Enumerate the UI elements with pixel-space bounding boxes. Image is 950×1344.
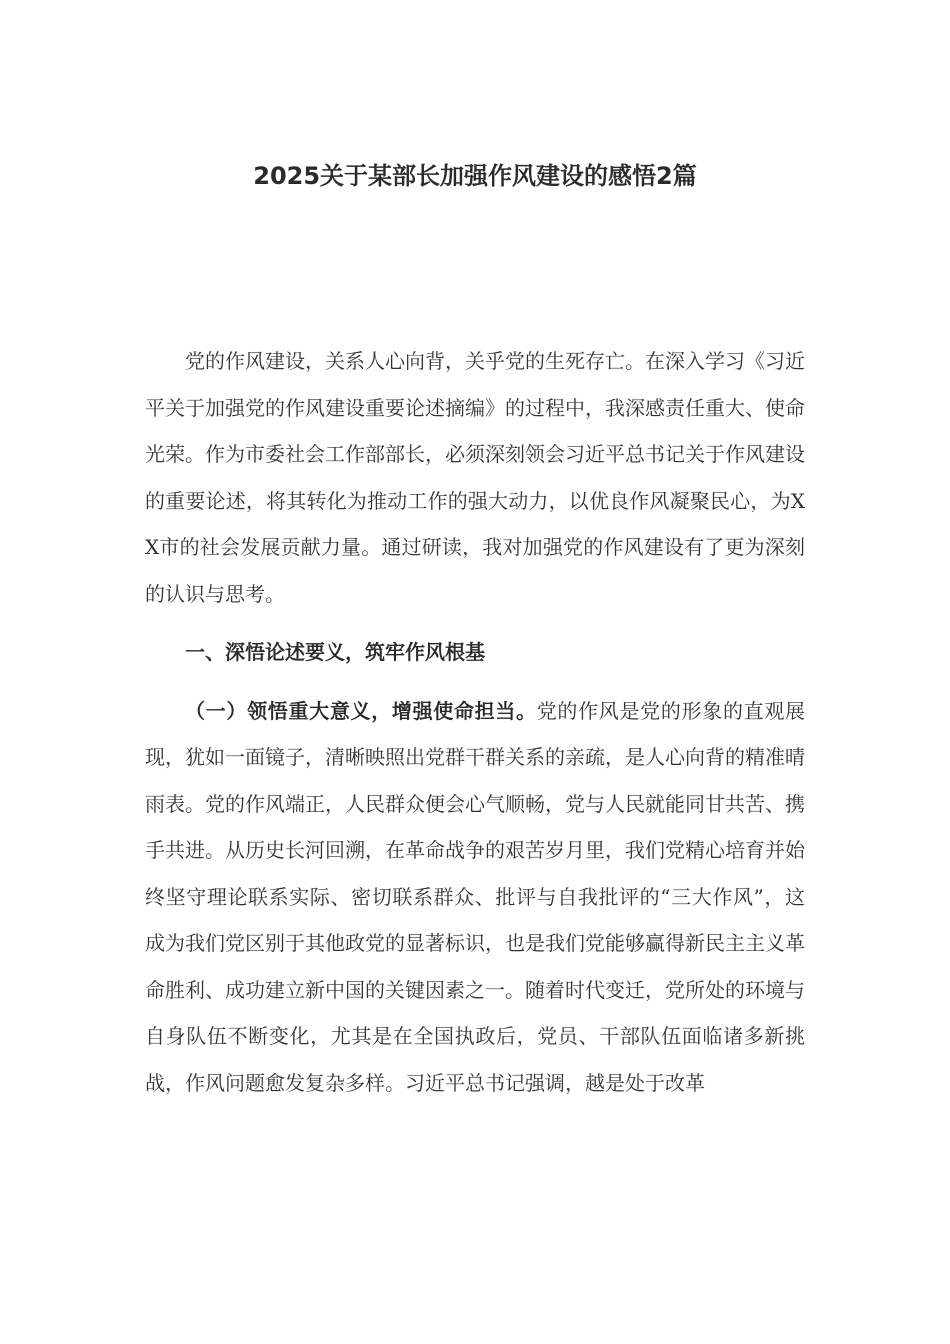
subsection-text: 党的作风是党的形象的直观展现，犹如一面镜子，清晰映照出党群干群关系的亲疏，是人心向背的精准晴雨表。党的作风端正，人民群众便会心气顺畅，党与人民就能同甘共苦、携手共进。从历史长河回溯，在革命战争的艰苦岁月里，我们党精心培育并始终坚守理论联系实际、密切联系群众、批评与自我批评的“三大作风”，这成为我们党区别于其他政党的显著标识，也是我们党能够赢得新民主主义革命胜利、成功建立新中国的关键因素之一。随着时代变迁，党所处的环境与自身队伍不断变化，尤其是在全国执政后，党员、干部队伍面临诸多新挑战，作风问题愈发复杂多样。习近平总书记强调，越是处于改革 [145, 698, 806, 1095]
section-heading: 一、深悟论述要义，筑牢作风根基 [185, 640, 485, 664]
intro-paragraph: 党的作风建设，关系人心向背，关乎党的生死存亡。在深入学习《习近平关于加强党的作风建设重要论述摘编》的过程中，我深感责任重大、使命光荣。作为市委社会工作部部长，必须深刻领会习近平总书记关于作风建设的重要论述，将其转化为推动工作的强大动力，以优良作风凝聚民心，为XX市的社会发展贡献力量。通过研读，我对加强党的作风建设有了更为深刻的认识与思考。 [145, 349, 805, 606]
document-title: 2025关于某部长加强作风建设的感悟2篇 [253, 162, 697, 190]
subsection-lead: （一）领悟重大意义，增强使命担当。 [185, 698, 537, 723]
document-body [145, 338, 805, 1106]
subsection-paragraph [145, 688, 805, 1107]
